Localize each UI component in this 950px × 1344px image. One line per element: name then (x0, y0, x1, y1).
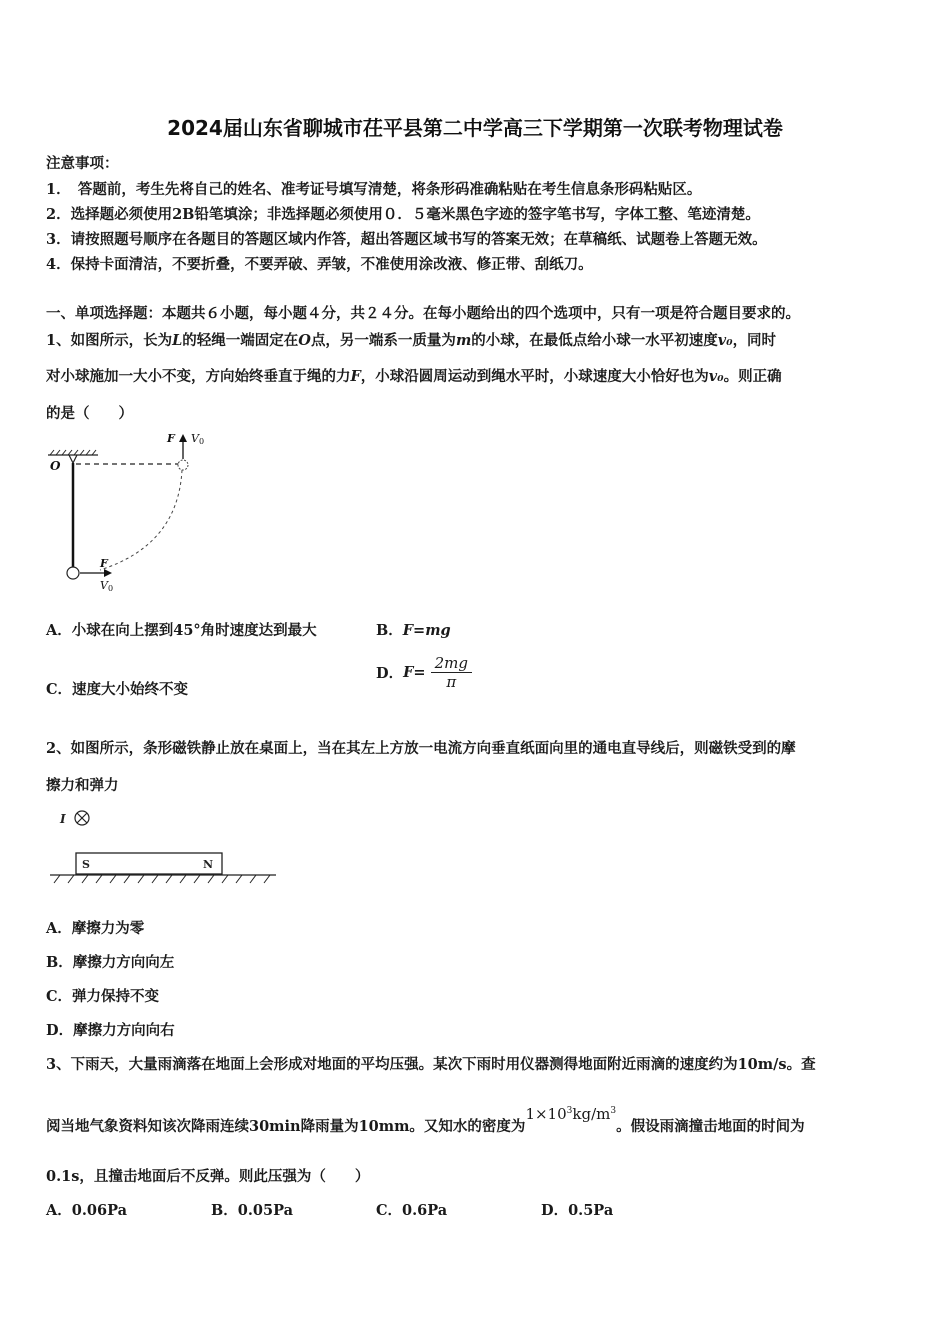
q3-option-d: D．0.5Pa (541, 1202, 614, 1219)
q2-line1: 2、如图所示，条形磁铁静止放在桌面上，当在其左上方放一电流方向垂直纸面向里的通电直导线后，则磁铁受到的摩 (46, 740, 796, 757)
q2-option-b: B．摩擦力方向向左 (46, 954, 175, 971)
label-V-bottom-sub: 0 (108, 584, 114, 593)
q3-line3: 0.1s，且撞击地面后不反弹。则此压强为（ ） (46, 1168, 370, 1185)
label-O: O (50, 459, 61, 473)
label-V-top-sub: 0 (199, 437, 205, 446)
label-F-bottom: F (100, 557, 108, 570)
q2-magnet-figure (48, 805, 283, 890)
label-I: I (60, 812, 66, 826)
label-F-top: F (167, 432, 175, 445)
q3-line1: 3、下雨天，大量雨滴落在地面上会形成对地面的平均压强。某次下雨时用仪器测得地面附近雨滴的速度约为10m/s。查 (46, 1056, 816, 1073)
q1-option-d-fraction: $\frac{2mg}{\pi}$ (431, 654, 472, 691)
label-S: S (82, 858, 90, 871)
q3-density: $1\times 10^3kg/m^3$ (525, 1105, 617, 1123)
notice-item-2: 2．选择题必须使用2B铅笔填涂；非选择题必须使用０．５毫米黑色字迹的签字笔书写，字体工整、笔迹清楚。 (46, 206, 760, 223)
q2-line2: 擦力和弹力 (46, 777, 119, 794)
q3-line2: 阅当地气象资料知该次降雨连续30min降雨量为10mm。又知水的密度为$1\times 10^3kg/m^3$。假设雨滴撞击地面的时间为 (46, 1105, 805, 1135)
current-into-page-icon (75, 811, 89, 825)
q1-option-b: B．F=mg (376, 622, 451, 639)
q1-line2: 对小球施加一大小不变，方向始终垂直于绳的力F，小球沿圆周运动到绳水平时，小球速度大小恰好也为v₀。则正确 (46, 368, 782, 385)
q1-option-a: A．小球在向上摆到45°角时速度达到最大 (46, 622, 317, 639)
q2-option-a: A．摩擦力为零 (46, 920, 145, 937)
notice-heading: 注意事项： (46, 155, 119, 172)
q3-option-a: A．0.06Pa (46, 1202, 127, 1219)
q3-option-b: B．0.05Pa (211, 1202, 293, 1219)
q2-option-d: D．摩擦力方向向右 (46, 1022, 175, 1039)
q1-pendulum-figure (40, 425, 220, 600)
page-title: 2024届山东省聊城市茌平县第二中学高三下学期第一次联考物理试卷 (167, 116, 783, 140)
q1-line1: 1、如图所示，长为L的轻绳一端固定在O点，另一端系一质量为m的小球，在最低点给小球一水平初速度v₀，同时 (46, 332, 777, 349)
label-V-top: V (191, 432, 199, 445)
label-V-bottom: V (100, 579, 108, 592)
label-N: N (203, 858, 214, 871)
q2-option-c: C．弹力保持不变 (46, 988, 160, 1005)
q3-option-c: C．0.6Pa (376, 1202, 448, 1219)
notice-item-4: 4．保持卡面清洁，不要折叠，不要弄破、弄皱，不准使用涂改液、修正带、刮纸刀。 (46, 256, 593, 273)
q1-option-c: C．速度大小始终不变 (46, 681, 189, 698)
notice-item-3: 3．请按照题号顺序在各题目的答题区域内作答，超出答题区域书写的答案无效；在草稿纸、试题卷上答题无效。 (46, 231, 767, 248)
q1-option-d: D．F= $\frac{2mg}{\pi}$ (376, 654, 472, 691)
q1-line3: 的是（ ） (46, 405, 133, 422)
notice-item-1: 1． 答题前，考生先将自己的姓名、准考证号填写清楚，将条形码准确粘贴在考生信息条形码粘贴区。 (46, 181, 702, 198)
section-heading: 一、单项选择题：本题共６小题，每小题４分，共２４分。在每小题给出的四个选项中，只有一项是符合题目要求的。 (46, 305, 800, 322)
